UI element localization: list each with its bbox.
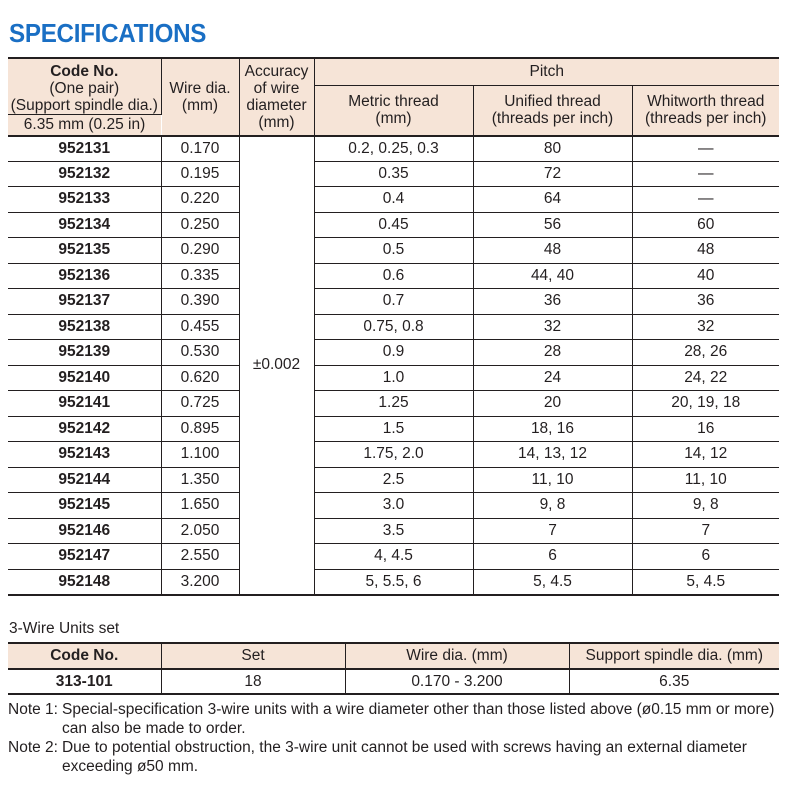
table-row [8,314,779,340]
metric-thread-cell: 0.5 [314,238,473,264]
wire-dia-cell: 0.335 [161,263,239,289]
whitworth-thread-cell: 32 [632,314,779,340]
table-row [8,416,779,442]
whitworth-thread-cell: 28, 26 [632,340,779,366]
unified-thread-cell: 32 [473,314,632,340]
code-no-cell: 952143 [8,442,161,468]
unified-thread-cell: 5, 4.5 [473,569,632,595]
table-row [8,493,779,519]
table-row [8,669,779,694]
set-code: 313-101 [8,669,161,694]
unified-thread-cell: 44, 40 [473,263,632,289]
code-no-cell: 952141 [8,391,161,417]
wire-dia-cell: 1.100 [161,442,239,468]
code-no-cell: 952142 [8,416,161,442]
metric-thread-cell: 0.35 [314,161,473,187]
code-no-cell: 952145 [8,493,161,519]
header-unified-thread: Unified thread (threads per inch) [473,85,632,136]
code-no-cell: 952133 [8,187,161,213]
note-text: Special-specification 3-wire units with a wire diameter other than those listed above (ø0.15 mm or more) can also be made to order. [61,701,775,737]
wire-units-set-table [8,642,779,695]
whitworth-thread-cell: 16 [632,416,779,442]
whitworth-thread-cell: 5, 4.5 [686,572,726,590]
table-row [8,391,779,417]
whitworth-thread-cell: 7 [632,518,779,544]
code-no-cell: 952136 [8,263,161,289]
unified-thread-cell: 28 [473,340,632,366]
unified-thread-cell: 9, 8 [473,493,632,519]
table-row [8,238,779,264]
metric-thread-cell: 1.75, 2.0 [314,442,473,468]
table-row [8,263,779,289]
wire-dia-cell: 0.530 [161,340,239,366]
code-no-cell: 952139 [8,340,161,366]
metric-thread-cell: 0.75, 0.8 [314,314,473,340]
note-label: Note 2: [8,739,58,756]
header-accuracy: Accuracy of wire diameter (mm) [239,58,314,136]
header-pitch: Pitch [314,58,779,85]
wire-dia-cell: 1.350 [161,467,239,493]
wire-dia-cell: 2.050 [161,518,239,544]
note-text: Due to potential obstruction, the 3-wire unit cannot be used with screws having an external diameter exceeding ø50 mm. [61,739,747,775]
code-no-cell: 952137 [8,289,161,315]
metric-thread-cell: 0.2, 0.25, 0.3 [314,136,473,162]
unified-thread-cell: 6 [473,544,632,570]
wire-dia-cell: 3.200 [161,569,239,595]
table-row [8,365,779,391]
metric-thread-cell: 2.5 [314,467,473,493]
set-header-wire-dia: Wire dia. (mm) [345,643,569,669]
whitworth-thread-cell: 20, 19, 18 [632,391,779,417]
table-row [8,340,779,366]
set-count: 18 [161,669,345,694]
whitworth-thread-cell: 48 [632,238,779,264]
unified-thread-cell: 20 [473,391,632,417]
unified-thread-cell: 14, 13, 12 [473,442,632,468]
unified-thread-cell: 56 [473,212,632,238]
code-no-cell: 952131 [8,136,161,162]
unified-thread-cell: 72 [473,161,632,187]
wire-dia-cell: 0.390 [161,289,239,315]
table-row [8,518,779,544]
header-metric-thread: Metric thread (mm) [314,85,473,136]
code-no-cell: 952144 [8,467,161,493]
code-no-cell: 952135 [8,238,161,264]
whitworth-thread-cell: 14, 12 [632,442,779,468]
metric-thread-cell: 0.7 [314,289,473,315]
unified-thread-cell: 36 [473,289,632,315]
whitworth-thread-cell: 40 [632,263,779,289]
unified-thread-cell: 24 [473,365,632,391]
header-wire-dia: Wire dia. (mm) [161,58,239,136]
unified-thread-cell: 80 [473,136,632,162]
header-support-spindle-size: 6.35 mm (0.25 in) [8,115,161,136]
whitworth-thread-cell: — [632,136,779,162]
specifications-table [8,57,779,596]
metric-thread-cell: 3.0 [314,493,473,519]
wire-dia-cell: 0.170 [161,136,239,162]
note-label: Note 1: [8,701,58,718]
code-no-cell: 952138 [8,314,161,340]
note-2 [8,738,788,776]
metric-thread-cell: 4, 4.5 [314,544,473,570]
whitworth-thread-cell: — [632,161,779,187]
set-header-support-spindle: Support spindle dia. (mm) [569,643,779,669]
wire-dia-cell: 0.220 [161,187,239,213]
metric-thread-cell: 0.6 [314,263,473,289]
wire-dia-cell: 1.650 [161,493,239,519]
whitworth-thread-cell: 36 [632,289,779,315]
header-whitworth-thread: Whitworth thread (threads per inch) [632,85,779,136]
wire-dia-cell: 0.250 [161,212,239,238]
header-code-no: Code No. (One pair) (Support spindle dia.) [8,58,161,115]
unified-thread-cell: 11, 10 [473,467,632,493]
table-row [8,212,779,238]
wire-dia-cell: 2.550 [161,544,239,570]
accuracy-cell: ±0.002 [239,136,314,595]
code-no-cell: 952147 [8,544,161,570]
wire-dia-cell: 0.455 [161,314,239,340]
code-no-cell: 952132 [8,161,161,187]
note-1 [8,700,788,738]
table-row [8,289,779,315]
code-no-cell: 952134 [8,212,161,238]
metric-thread-cell: 1.0 [314,365,473,391]
wire-dia-cell: 0.895 [161,416,239,442]
wire-dia-cell: 0.725 [161,391,239,417]
metric-thread-cell: 0.9 [314,340,473,366]
whitworth-thread-cell: — [632,187,779,213]
table-row [8,569,779,595]
table-row [8,187,779,213]
table-row [8,161,779,187]
set-header-set: Set [161,643,345,669]
whitworth-thread-cell: 24, 22 [632,365,779,391]
table-row [8,136,779,162]
code-no-cell: 952146 [8,518,161,544]
set-caption: 3-Wire Units set [9,620,120,637]
table-row [8,544,779,570]
unified-thread-cell: 48 [473,238,632,264]
unified-thread-cell: 18, 16 [473,416,632,442]
wire-dia-cell: 0.620 [161,365,239,391]
whitworth-thread-cell: 9, 8 [632,493,779,519]
metric-thread-cell: 0.45 [314,212,473,238]
whitworth-thread-cell: 60 [632,212,779,238]
set-wire-range: 0.170 - 3.200 [345,669,569,694]
metric-thread-cell: 1.5 [314,416,473,442]
unified-thread-cell: 7 [473,518,632,544]
table-row [8,442,779,468]
wire-dia-cell: 0.290 [161,238,239,264]
metric-thread-cell: 3.5 [314,518,473,544]
code-no-cell: 952148 [8,569,161,595]
wire-dia-cell: 0.195 [161,161,239,187]
table-row [8,467,779,493]
metric-thread-cell: 5, 5.5, 6 [314,569,473,595]
code-no-cell: 952140 [8,365,161,391]
metric-thread-cell: 0.4 [314,187,473,213]
whitworth-thread-cell: 11, 10 [632,467,779,493]
set-header-code-no: Code No. [8,643,161,669]
whitworth-thread-cell: 6 [632,544,779,570]
set-spindle-dia: 6.35 [659,672,690,690]
page-title: SPECIFICATIONS [9,18,207,48]
metric-thread-cell: 1.25 [314,391,473,417]
notes [8,700,788,776]
unified-thread-cell: 64 [473,187,632,213]
